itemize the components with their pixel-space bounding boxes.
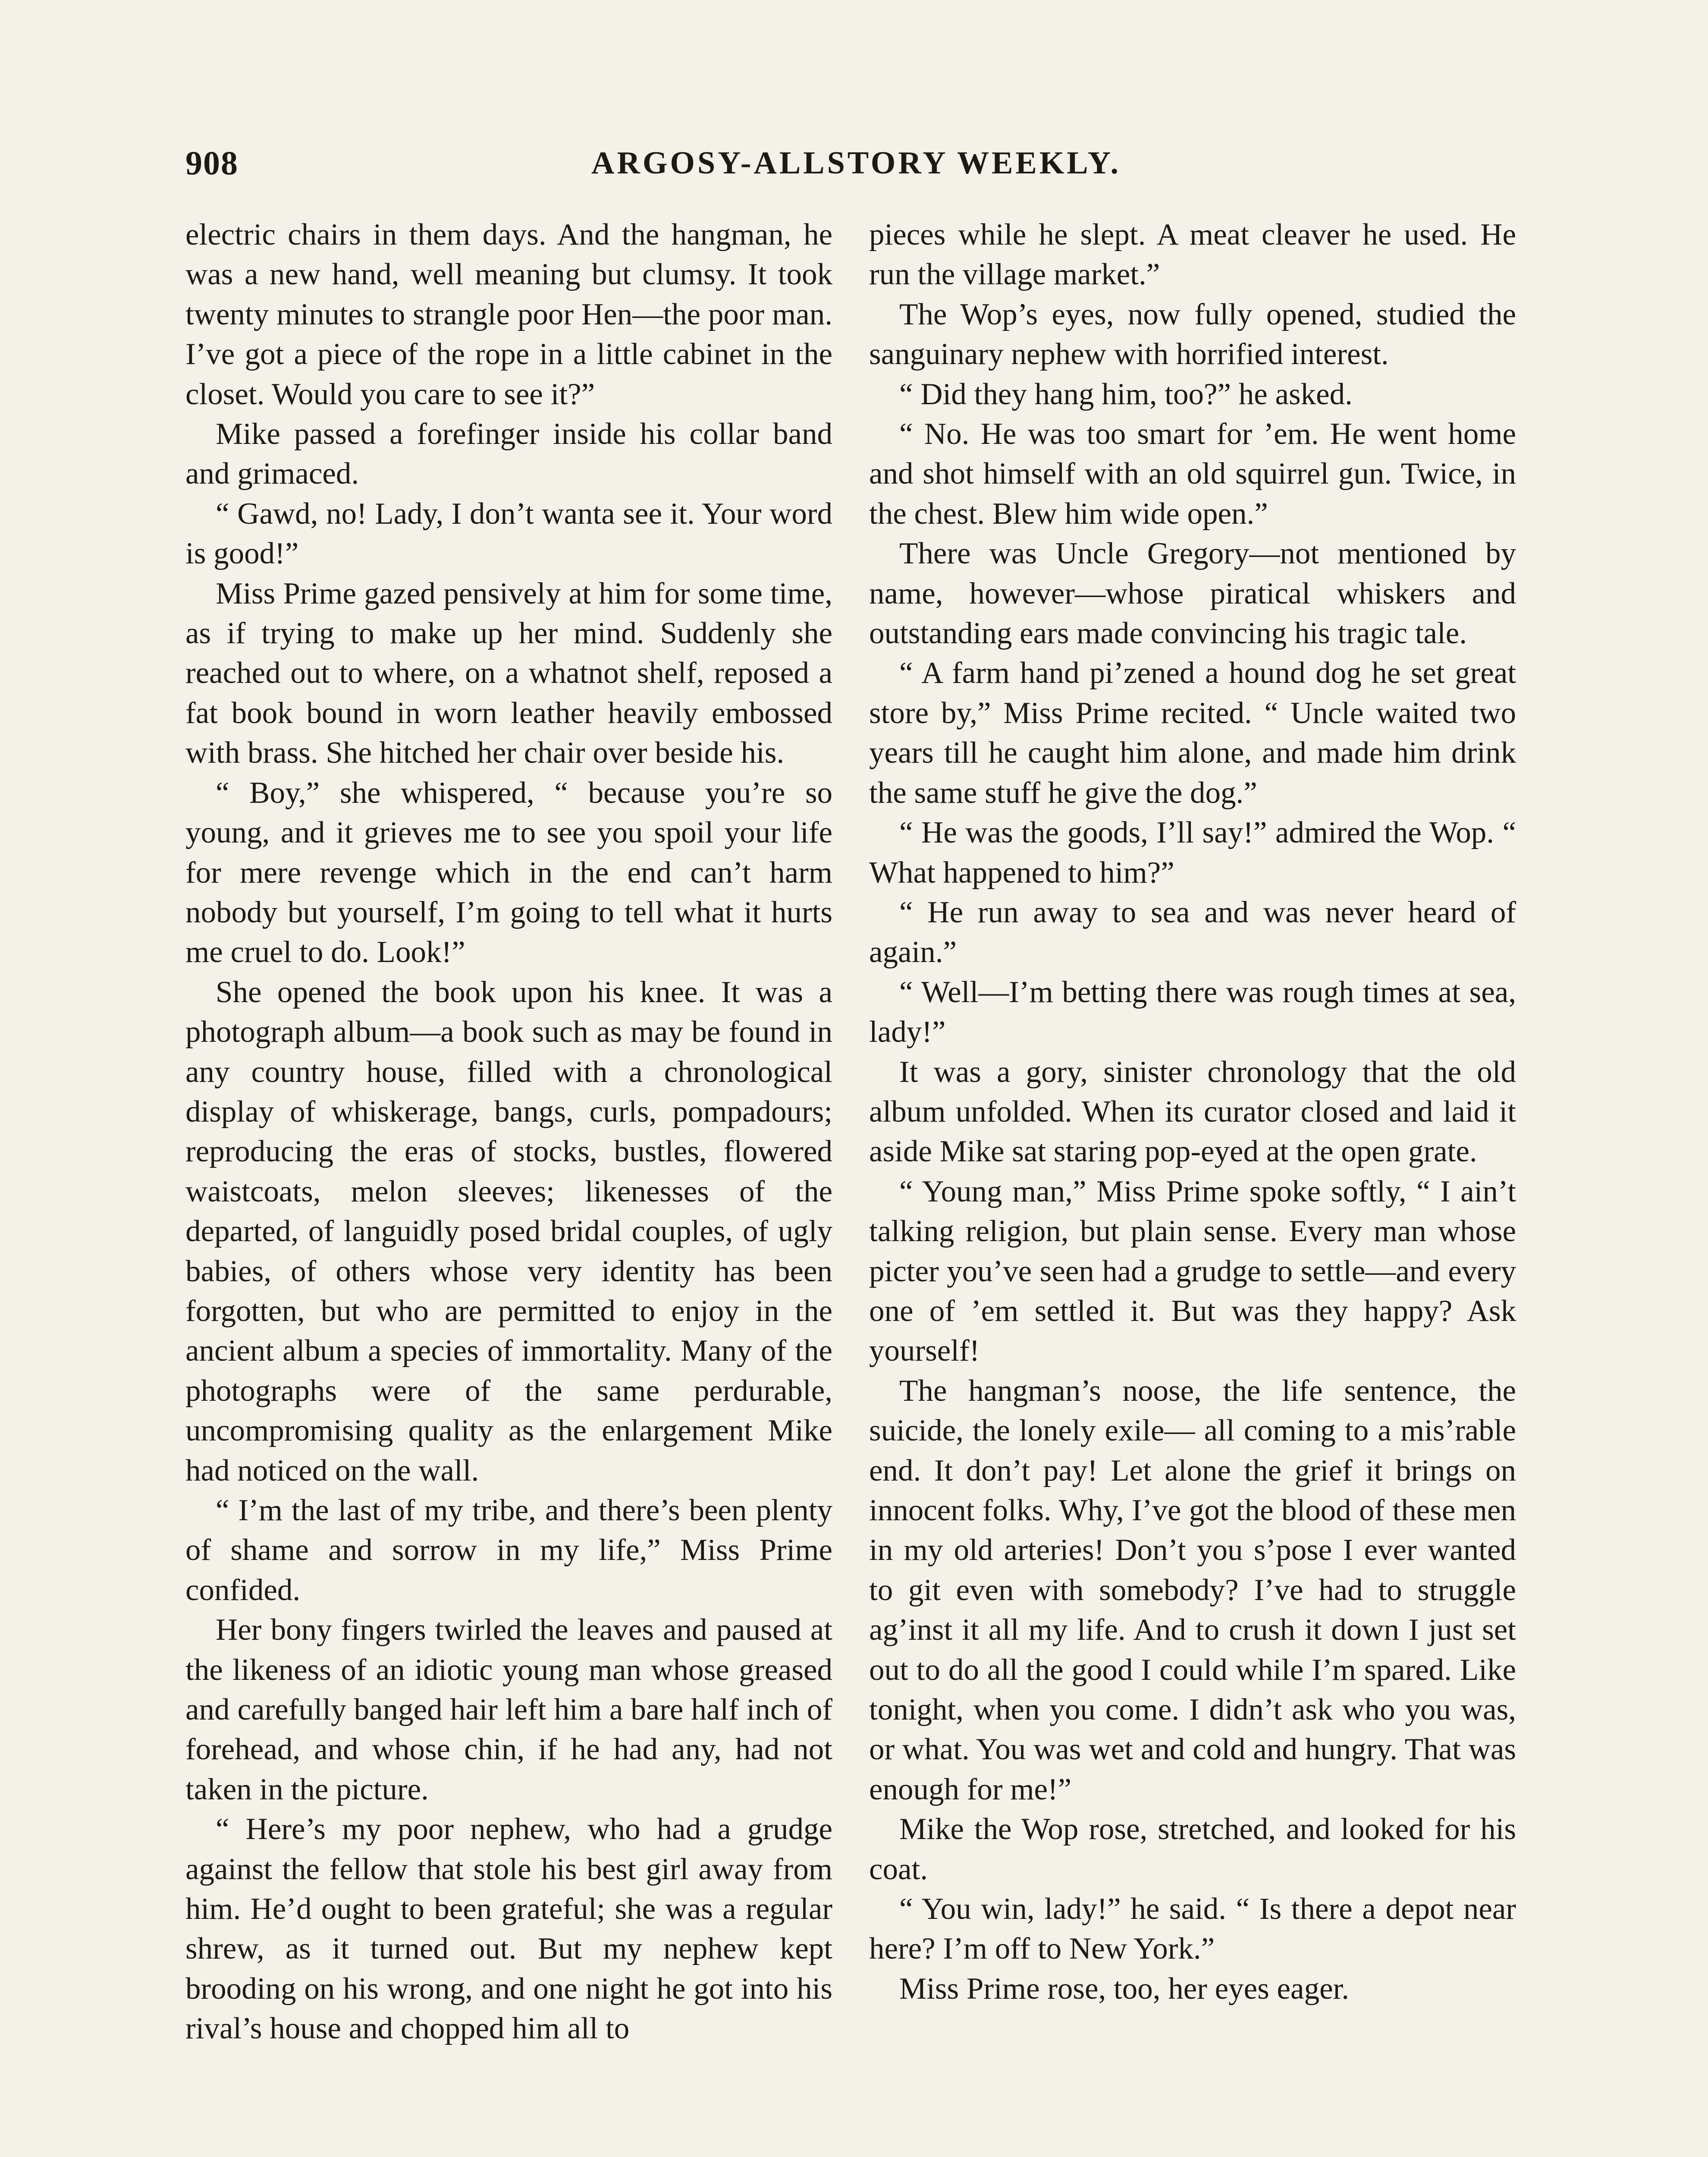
paragraph: “ He run away to sea and was never heard of again.”: [869, 895, 1516, 969]
paragraph: Miss Prime gazed pensively at him for some time, as if trying to make up her mind. Suddenly she reached out to where, on a whatnot shelf, reposed a fat book bound in worn leather heavily embossed with brass. She hitched her chair over beside his.: [185, 576, 832, 770]
paragraph: pieces while he slept. A meat cleaver he used. He run the village market.”: [869, 218, 1516, 292]
paragraph: “ Here’s my poor nephew, who had a grudge against the fellow that stole his best girl away from him. He’d ought to been grateful; she was a regular shrew, as it turned out. But my nephew kept brooding on his wrong, and one night he got into his rival’s house and chopped him all to: [185, 1812, 832, 2046]
paragraph: Her bony fingers twirled the leaves and paused at the likeness of an idiotic young man whose greased and carefully banged hair left him a bare half inch of forehead, and whose chin, if he had any, had not taken in the picture.: [185, 1613, 832, 1806]
paragraph: “ Gawd, no! Lady, I don’t wanta see it. Your word is good!”: [185, 497, 832, 571]
paragraph: “ He was the goods, I’ll say!” admired the Wop. “ What happened to him?”: [869, 816, 1516, 890]
paragraph: “ I’m the last of my tribe, and there’s been plenty of shame and sorrow in my life,” Miss Prime confided.: [185, 1494, 832, 1607]
paragraph: “ Young man,” Miss Prime spoke softly, “ I ain’t talking religion, but plain sense. Every man whose picter you’ve seen had a grudge to settle—and every one of ’em settled it. But was they happy? Ask yourself!: [869, 1174, 1516, 1368]
right-column: [869, 215, 1516, 2009]
paragraph: “ No. He was too smart for ’em. He went home and shot himself with an old squirrel gun. Twice, in the chest. Blew him wide open.”: [869, 417, 1516, 531]
paragraph: “ You win, lady!” he said. “ Is there a depot near here? I’m off to New York.”: [869, 1892, 1516, 1966]
paragraph: “ Well—I’m betting there was rough times at sea, lady!”: [869, 975, 1516, 1049]
paragraph: “ Boy,” she whispered, “ because you’re so young, and it grieves me to see you spoil your life for mere revenge which in the end can’t harm nobody but yourself, I’m going to tell what it hurts me cruel to do. Look!”: [185, 776, 832, 969]
paragraph: There was Uncle Gregory—not mentioned by name, however—whose piratical whiskers and outstanding ears made convincing his tragic tale.: [869, 537, 1516, 651]
paragraph: Mike passed a forefinger inside his collar band and grimaced.: [185, 417, 832, 491]
paragraph: Miss Prime rose, too, her eyes eager.: [899, 1971, 1350, 2006]
page-header: [185, 137, 1527, 189]
running-title: ARGOSY-ALLSTORY WEEKLY.: [591, 145, 1121, 181]
paragraph: It was a gory, sinister chronology that the old album unfolded. When its curator closed and laid it aside Mike sat staring pop-eyed at the open grate.: [869, 1055, 1516, 1169]
paragraph: “ Did they hang him, too?” he asked.: [899, 377, 1353, 411]
paragraph: The hangman’s noose, the life sentence, the suicide, the lonely exile— all coming to a mis’rable end. It don’t pay! Let alone the grief it brings on innocent folks. Why, I’ve got the blood of these men in my old arteries! Don’t you s’pose I ever wanted to git even with somebody? I’ve had to struggle ag’inst it all my life. And to crush it down I just set out to do all the good I could while I’m spared. Like tonight, when you come. I didn’t ask who you was, or what. You was wet and cold and hungry. That was enough for me!”: [869, 1374, 1516, 1806]
left-column: [185, 215, 832, 2049]
paragraph: electric chairs in them days. And the hangman, he was a new hand, well meaning but clumsy. It took twenty minutes to strangle poor Hen—the poor man. I’ve got a piece of the rope in a little cabinet in the closet. Would you care to see it?”: [185, 218, 832, 411]
paragraph: She opened the book upon his knee. It was a photograph album—a book such as may be found in any country house, filled with a chronological display of whiskerage, bangs, curls, pompadours; reproducing the eras of stocks, bustles, flowered waistcoats, melon sleeves; likenesses of the departed, of languidly posed bridal couples, of ugly babies, of others whose very identity has been forgotten, but who are permitted to enjoy in the ancient album a species of immortality. Many of the photographs were of the same perdurable, uncompromising quality as the enlargement Mike had noticed on the wall.: [185, 975, 832, 1487]
paragraph: Mike the Wop rose, stretched, and looked for his coat.: [869, 1812, 1516, 1886]
page-number: 908: [185, 144, 239, 182]
paragraph: “ A farm hand pi’zened a hound dog he set great store by,” Miss Prime recited. “ Uncle waited two years till he caught him alone, and made him drink the same stuff he give the dog.”: [869, 656, 1516, 810]
paragraph: The Wop’s eyes, now fully opened, studied the sanguinary nephew with horrified interest.: [869, 297, 1516, 371]
